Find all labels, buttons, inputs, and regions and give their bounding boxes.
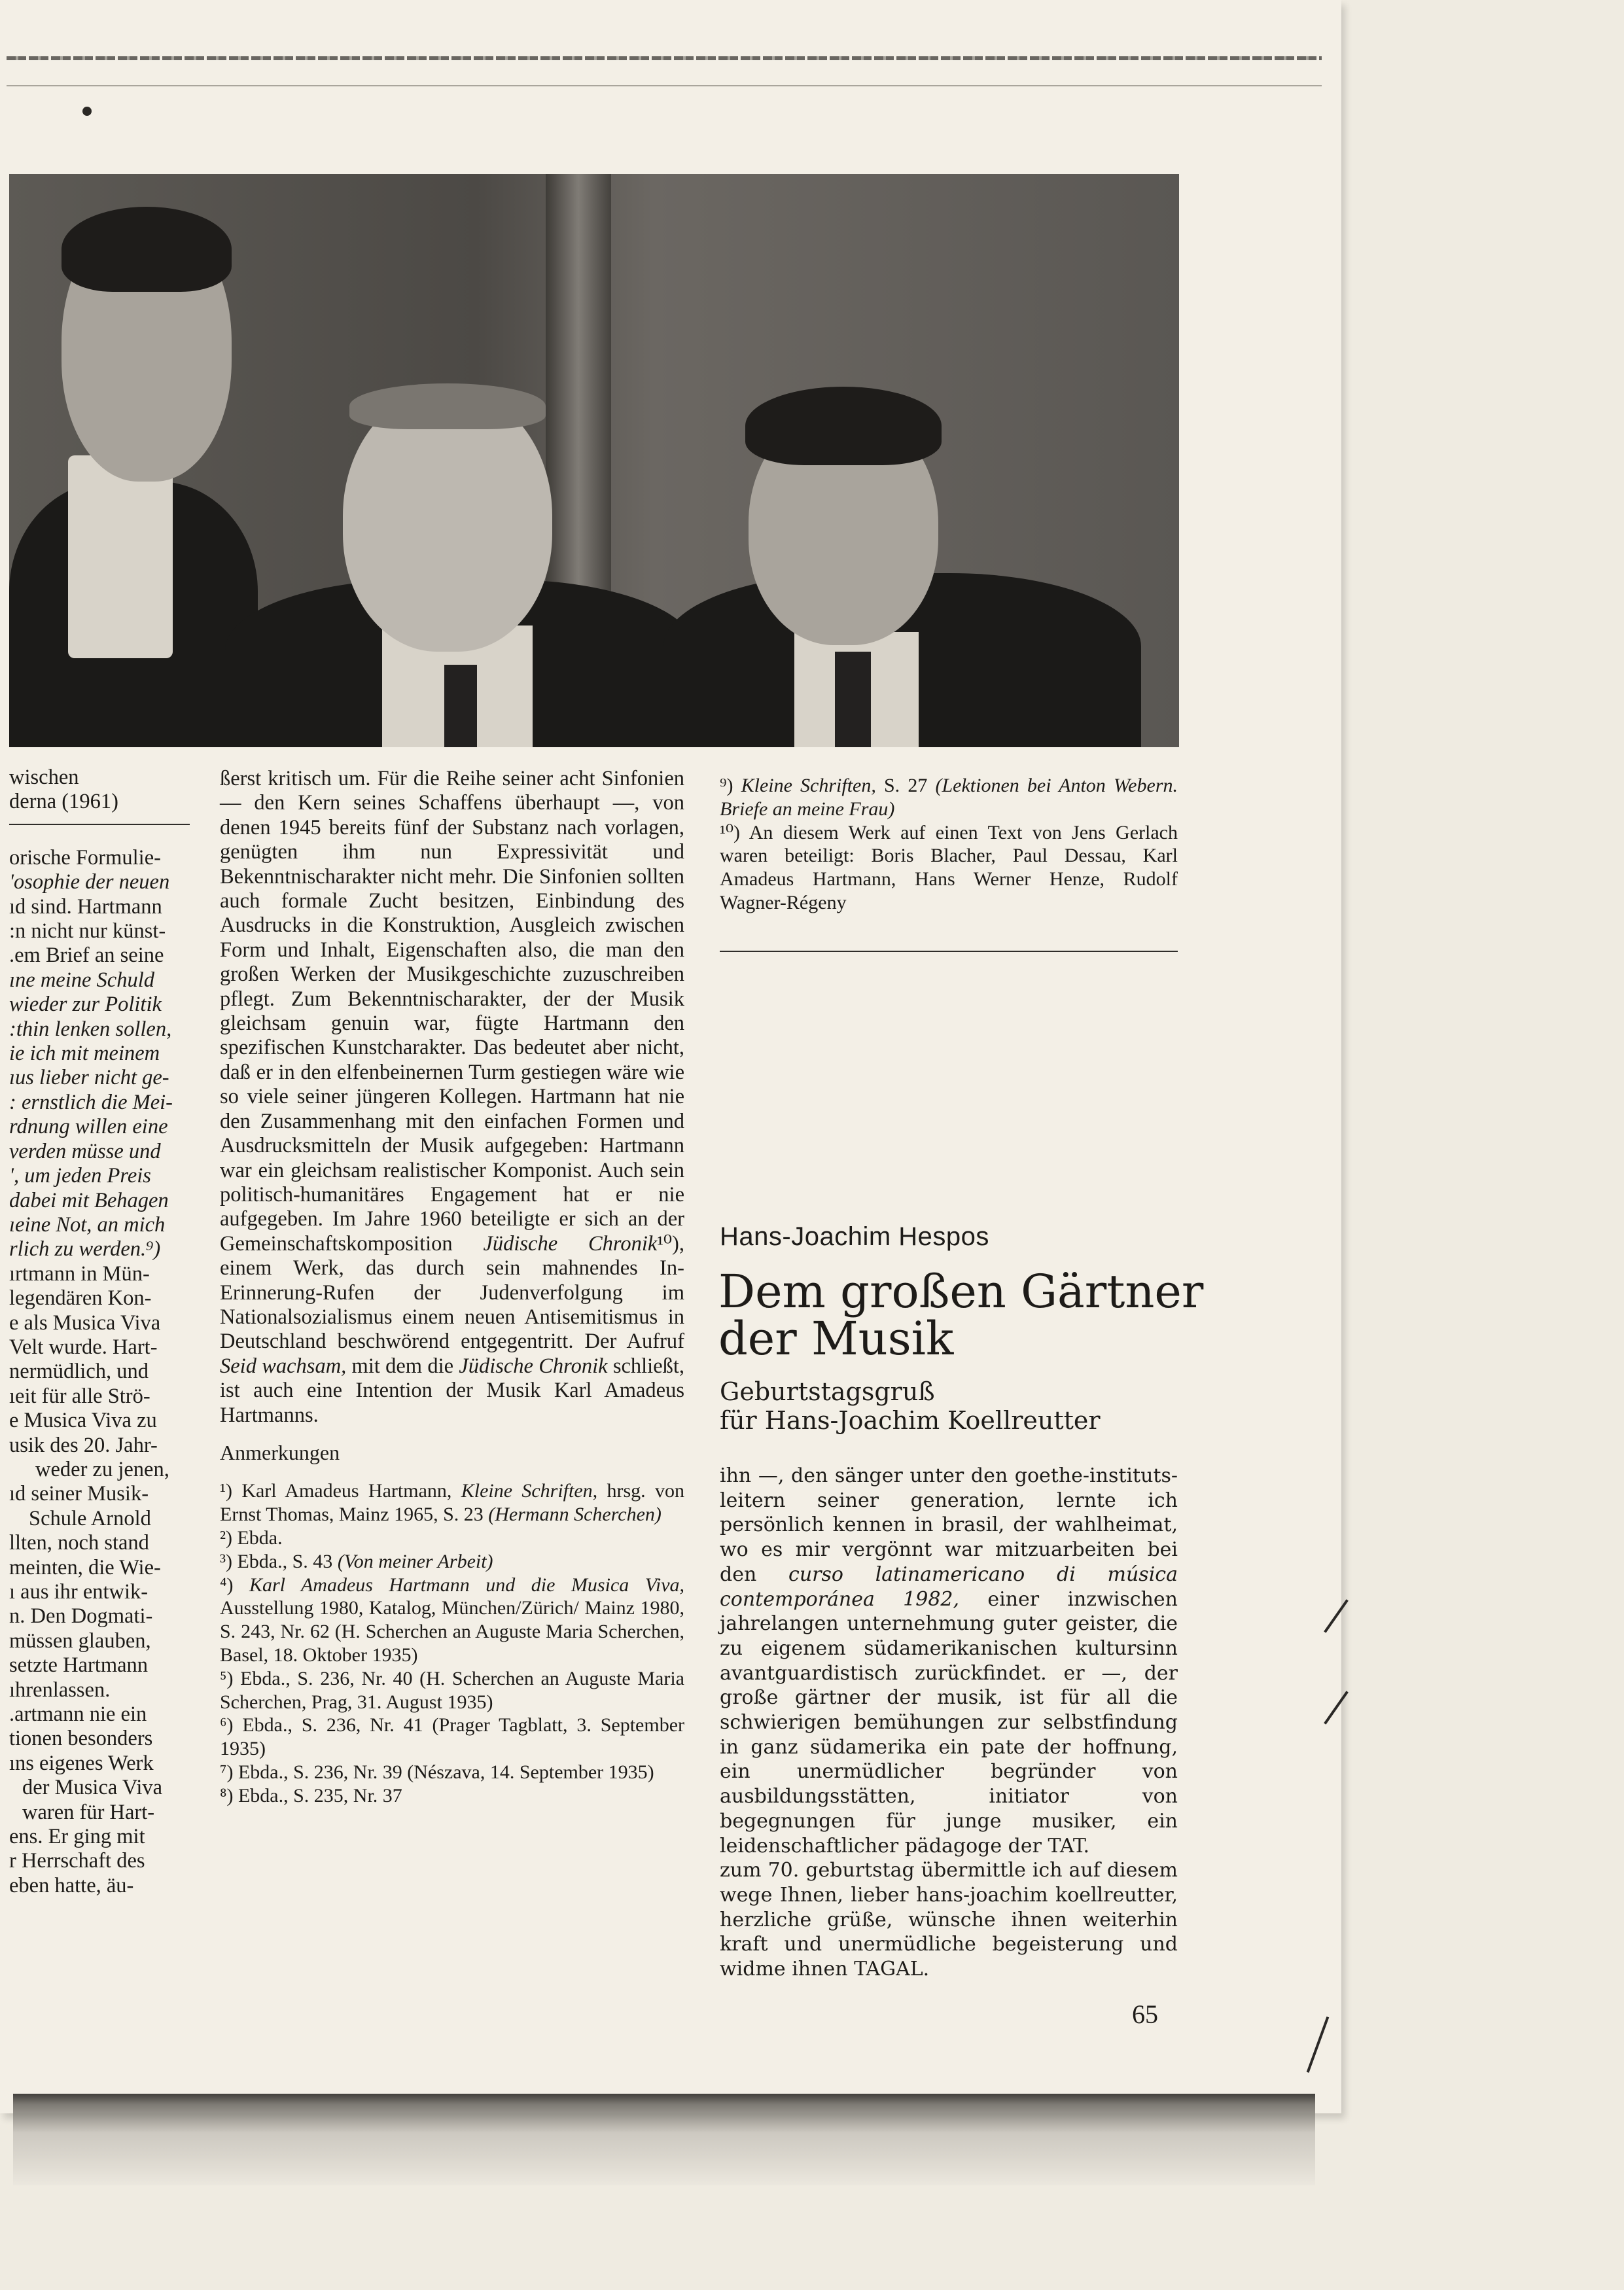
col1-line: rlich zu werden.⁹)	[9, 1237, 161, 1261]
article-body-text: schließt, ist auch eine Intention der Musik Karl Amadeus Hartmanns.	[220, 1354, 685, 1427]
scan-shadow-band	[13, 2094, 1315, 2185]
col1-line: waren für Hart-	[22, 1800, 155, 1824]
col1-rule-gap	[9, 815, 190, 846]
col1-line: e als Musica Viva	[9, 1311, 161, 1335]
col1-line: wieder zur Politik	[9, 993, 162, 1017]
title-line: Dem großen Gärtner	[718, 1265, 1204, 1318]
greeting-text: ihn —, den sänger unter den goethe-instituts-leitern seiner generation, lernte ich persönlich kennen in brasil, der wahlheimat, wo es mir vergönnt war mitzuarbeiten bei den	[720, 1464, 1178, 1586]
greeting-body	[720, 1464, 1178, 1982]
photo-left-shirt	[68, 455, 173, 658]
subtitle-line: Geburtstagsgruß	[720, 1377, 935, 1406]
work-title: Jüdische Chronik	[459, 1354, 608, 1378]
footnote: ²) Ebda.	[220, 1526, 283, 1549]
photo-middle-head	[343, 390, 552, 652]
col1-line: weder zu jenen,	[35, 1457, 169, 1481]
col1-line: ıeine Not, an mich	[9, 1212, 166, 1237]
col1-line: Velt wurde. Hart-	[9, 1335, 158, 1359]
footnote: ⁷) Ebda., S. 236, Nr. 39 (Nészava, 14. September 1935)	[220, 1761, 654, 1783]
greeting-text: zum 70. geburtstag übermittle ich auf diesem wege Ihnen, lieber hans-joachim koellreutter, herzliche grüße, wünsche ihnen weiterhin kraft und unermüdliche begeisterung und widme ihnen TAGAL.	[720, 1859, 1178, 1981]
col1-line: der Musica Viva	[22, 1776, 163, 1800]
title-line: der Musik	[718, 1312, 954, 1365]
col1-line: ıd sind. Hartmann	[9, 894, 162, 919]
col1-line: r Herrschaft des	[9, 1849, 145, 1873]
col1-line: ıne meine Schuld	[9, 968, 155, 992]
col1-line: llten, noch stand	[9, 1531, 149, 1555]
footnote-10: ¹⁰) An diesem Werk auf einen Text von Jens Gerlach waren beteiligt: Boris Blacher, Paul Dessau, Karl Amadeus Hartmann, Hans Werner Henze, Rudolf Wagner-Régeny	[720, 821, 1178, 913]
course-title: curso latinamericano di música contemporánea 1982,	[720, 1562, 1178, 1611]
col1-line: :n nicht nur künst-	[9, 919, 166, 943]
col1-line: rdnung willen eine	[9, 1115, 168, 1139]
col1-line: n. Den Dogmati-	[9, 1604, 153, 1629]
col1-line: legendären Kon-	[9, 1286, 152, 1311]
article-body	[220, 767, 684, 1428]
col1-line: dabei mit Behagen	[9, 1188, 169, 1212]
footnote: ⁵) Ebda., S. 236, Nr. 40 (H. Scherchen an Auguste Maria Scherchen, Prag, 31. August 1935)	[220, 1667, 685, 1713]
col1-line: ıd seiner Musik-	[9, 1482, 149, 1506]
col1-line: nermüdlich, und	[9, 1360, 149, 1384]
col1-line: ıus lieber nicht ge-	[9, 1066, 169, 1090]
col1-line: .artmann nie ein	[9, 1702, 147, 1727]
footnote: ³) Ebda., S. 43 (Von meiner Arbeit)	[220, 1550, 493, 1572]
col1-line: verden müsse und	[9, 1139, 161, 1163]
photo-left-hair	[62, 207, 232, 292]
col1-line: ı aus ihr entwik-	[9, 1580, 149, 1604]
col1-line: setzte Hartmann	[9, 1653, 149, 1678]
subtitle-line: für Hans-Joachim Koellreutter	[720, 1406, 1101, 1435]
article-title	[718, 1265, 1204, 1365]
section-rule	[720, 951, 1178, 952]
col1-line: ıeit für alle Strö-	[9, 1384, 150, 1408]
photo-middle-tie	[444, 665, 477, 747]
column-left-cropped	[9, 766, 190, 1898]
footnote-9: ⁹) Kleine Schriften, S. 27 (Lektionen bei Anton Webern. Briefe an meine Frau)	[720, 775, 1178, 820]
work-title: Jüdische Chronik	[483, 1231, 658, 1256]
greeting-text: einer inzwischen jahrelangen unternehmung guter geister, die zu eigenem südamerikanischen kultursinn avantguardistisch zurückfindet. er —, der große gärtner der musik, ist für all die schwierigen bemühungen zur selbstfindung in ganz südamerika ein pate der hoffnung, ein unermüdlicher begründer von ausbildungsstätten, initiator von begegnungen für junge musiker, ein leidenschaftlicher pädagoge der TAT.	[720, 1587, 1178, 1858]
column-middle	[220, 767, 684, 1808]
anmerkungen-heading: Anmerkungen	[220, 1440, 340, 1464]
col1-rule	[9, 824, 190, 825]
work-title: Seid wachsam,	[220, 1354, 347, 1378]
col1-line: müssen glauben,	[9, 1629, 151, 1653]
col1-line: ıhrenlassen.	[9, 1678, 111, 1702]
col1-line: wischen	[9, 766, 79, 789]
top-rule-thin	[7, 85, 1322, 86]
col1-line: e Musica Viva zu	[9, 1409, 157, 1433]
col1-line: usik des 20. Jahr-	[9, 1433, 158, 1457]
ink-dot	[82, 107, 92, 116]
col1-line: : ernstlich die Mei-	[9, 1090, 173, 1114]
col1-line: meinten, die Wie-	[9, 1555, 161, 1579]
col1-line: 'osophie der neuen	[9, 870, 170, 894]
footnote: ¹) Karl Amadeus Hartmann, Kleine Schriften, hrsg. von Ernst Thomas, Mainz 1965, S. 23 (Hermann Scherchen)	[220, 1480, 684, 1526]
page-number: 65	[1132, 1999, 1158, 2029]
article-body-text: ßerst kritisch um. Für die Reihe seiner acht Sinfonien — den Kern seines Schaffens überhaupt —, von denen 1945 bereits fünf der Substanz nach vorlagen, genügten ihm nun Expressivität und Bekenntnischarakter nicht mehr. Die Sinfonien sollten auch formale Zucht besitzen, Einbindung des Ausdrucks in die Konstruktion, Ausgleich zwischen Form und Inhalt, Eigenschaften also, die man den großen Werken der Musikgeschichte zuzuschreiben pflegt. Zum Bekenntnischarakter, der der Musik gleichsam genuin war, fügte Hartmann den spezifischen Kunstcharakter. Das bedeutet aber nicht, daß er in den elfenbeinernen Turm gestiegen wäre wie so viele seiner jüngeren Kollegen. Hartmann hat nie den Zusammenhang mit den einfachen Formen und Ausdrucksmitteln der Musik aufgegeben: Hartmann war ein gleichsam realistischer Komponist. Auch sein politisch-humanitäres Engagement hat er nie aufgegeben. Im Jahre 1960 beteiligte er sich an der Gemeinschaftskomposition	[220, 767, 684, 1256]
col1-line: eben hatte, äu-	[9, 1873, 134, 1897]
article-body-text: ¹⁰), einem Werk, das durch sein mahnendes In-Erinnerung-Rufen der Judenverfolgung im Nationalsozialismus einem neuen Antisemitismus in Deutschland beschwörend entgegentritt. Der Aufruf	[220, 1231, 685, 1354]
col1-line: ', um jeden Preis	[9, 1164, 151, 1188]
col1-line: ıns eigenes Werk	[9, 1751, 154, 1775]
column-right-notes	[720, 774, 1178, 915]
footnote: ⁸) Ebda., S. 235, Nr. 37	[220, 1784, 402, 1806]
article-author: Hans-Joachim Hespos	[720, 1222, 989, 1251]
article-subtitle	[720, 1377, 1101, 1435]
col1-line: derna (1961)	[9, 790, 118, 814]
top-rule	[7, 56, 1322, 60]
photo-right-hair	[745, 387, 942, 465]
footnote: ⁴) Karl Amadeus Hartmann und die Musica Viva, Ausstellung 1980, Katalog, München/Zürich/ Mainz 1980, S. 243, Nr. 62 (H. Scherchen an Auguste Maria Scherchen, Basel, 18. Oktober 1935)	[220, 1574, 685, 1666]
col1-line: ırtmann in Mün-	[9, 1261, 150, 1286]
col1-line: orische Formulie-	[9, 845, 161, 870]
group-photo	[9, 174, 1179, 747]
col1-line: ie ich mit meinem	[9, 1042, 160, 1066]
footnotes-list	[220, 1479, 684, 1807]
col1-line: :thin lenken sollen,	[9, 1017, 172, 1041]
col1-line: ens. Er ging mit	[9, 1825, 145, 1849]
col1-line: Schule Arnold	[29, 1506, 151, 1530]
footnote: ⁶) Ebda., S. 236, Nr. 41 (Prager Tagblatt, 3. September 1935)	[220, 1714, 684, 1760]
col1-line: tionen besonders	[9, 1727, 153, 1751]
col1-line: .em Brief an seine	[9, 943, 164, 968]
photo-middle-hair	[349, 383, 546, 429]
article-body-text: mit dem die	[351, 1354, 454, 1378]
photo-right-tie	[835, 652, 871, 747]
